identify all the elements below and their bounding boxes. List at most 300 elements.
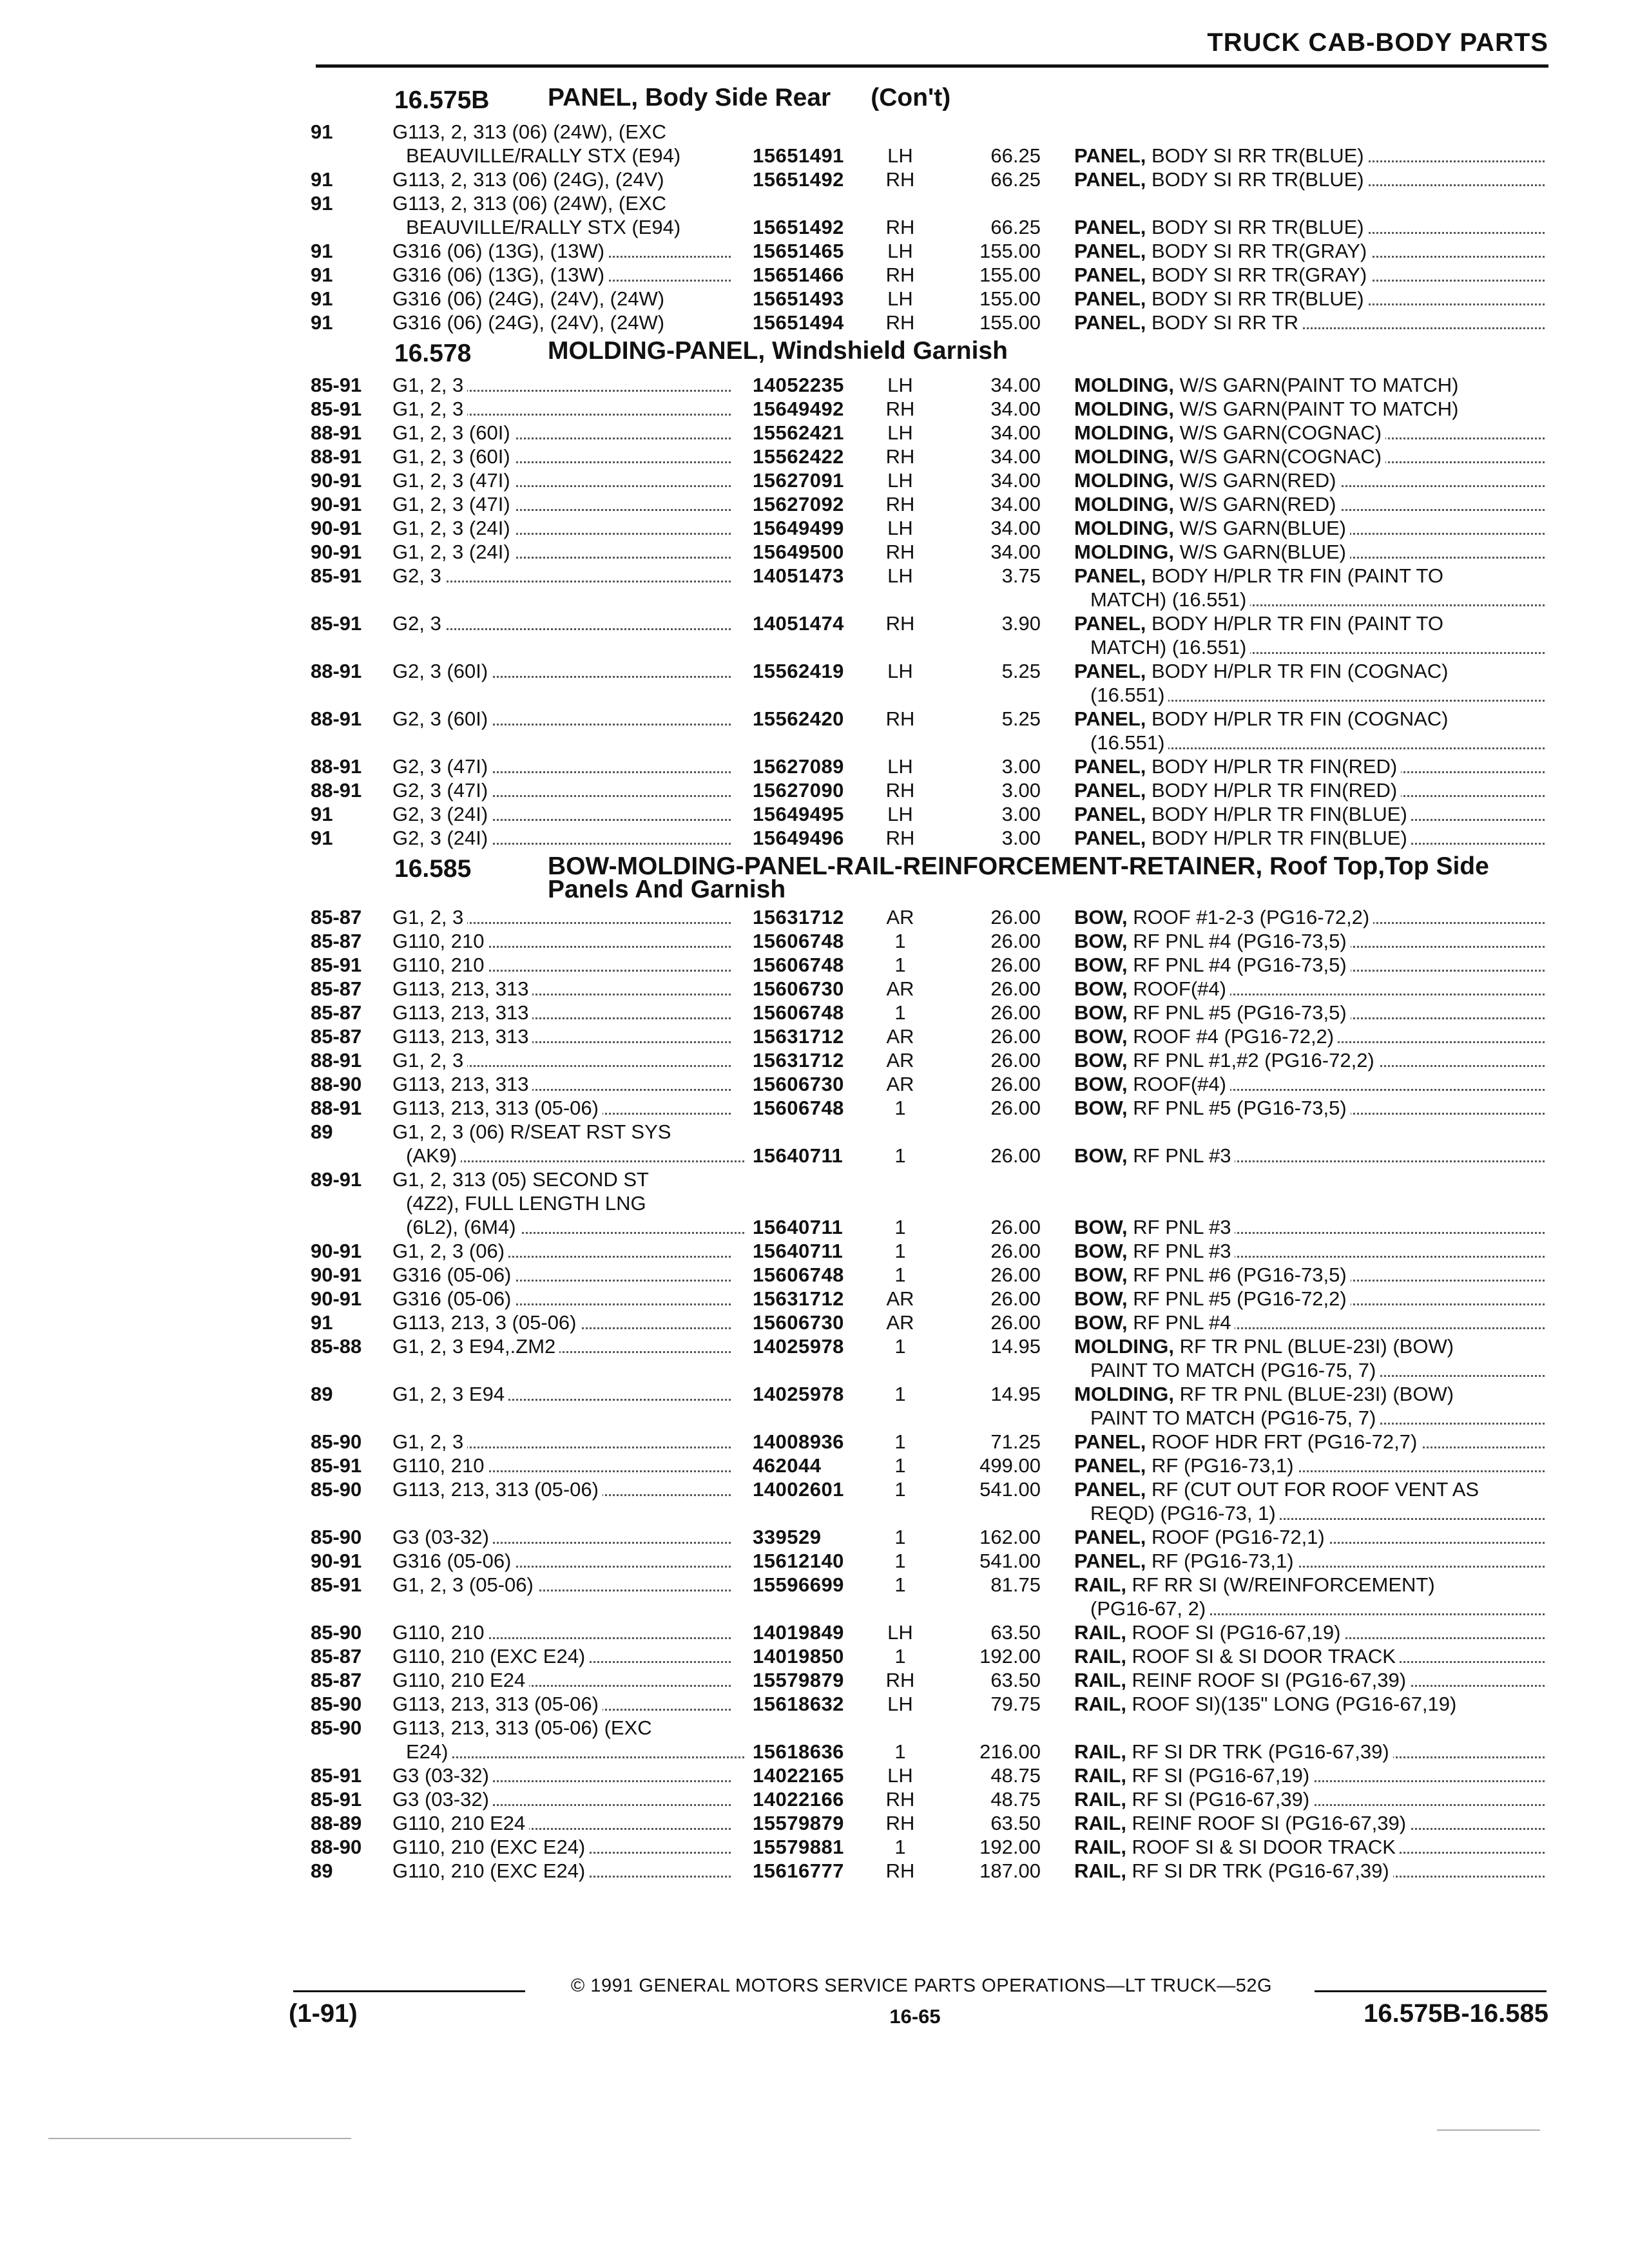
part-name: PANEL,	[1074, 1454, 1146, 1477]
price: 26.00	[990, 977, 1041, 1000]
part-description: ROOF #4 (PG16-72,2)	[1127, 1025, 1335, 1048]
application-text: (AK9)	[406, 1144, 461, 1167]
application	[392, 373, 737, 397]
model-years: 85-87	[311, 977, 362, 1000]
application-text: G113, 2, 313 (06) (24W), (EXC	[392, 120, 670, 143]
part-row	[0, 905, 1629, 929]
description	[1074, 707, 1545, 731]
description-text: PAINT TO MATCH (PG16-75, 7)	[1090, 1359, 1380, 1381]
quantity: 1	[894, 1645, 906, 1667]
part-description: BODY H/PLR TR FIN(BLUE)	[1146, 803, 1407, 825]
description-text	[1074, 469, 1340, 492]
part-description: W/S GARN(COGNAC)	[1174, 421, 1382, 444]
part-name: BOW,	[1074, 1264, 1128, 1286]
part-name: BOW,	[1074, 1001, 1128, 1024]
quantity: RH	[885, 311, 915, 334]
model-years: 85-91	[311, 1573, 362, 1596]
part-name: MOLDING,	[1074, 398, 1174, 420]
part-number: 15651491	[753, 144, 844, 167]
part-description: RF PNL #5 (PG16-72,2)	[1127, 1287, 1347, 1310]
quantity: 1	[894, 1836, 906, 1858]
price: 34.00	[990, 374, 1041, 396]
application	[392, 659, 737, 683]
part-number: 15649500	[753, 541, 844, 563]
part-name: RAIL,	[1074, 1573, 1126, 1596]
part-name: PANEL,	[1074, 803, 1146, 825]
quantity: RH	[885, 264, 915, 286]
part-number: 15612140	[753, 1550, 844, 1572]
part-row	[0, 1835, 1629, 1859]
description-text	[1074, 1001, 1351, 1024]
application	[392, 1001, 737, 1024]
application	[392, 1024, 737, 1048]
price: 26.00	[990, 930, 1041, 952]
part-name: MOLDING,	[1074, 493, 1174, 515]
model-years: 85-87	[311, 1645, 362, 1667]
description-text	[1074, 445, 1385, 468]
description-text	[1074, 1478, 1483, 1501]
price: 66.25	[990, 216, 1041, 238]
description	[1074, 1525, 1545, 1549]
model-years: 85-91	[311, 398, 362, 420]
price: 26.00	[990, 1097, 1041, 1119]
part-name: PANEL,	[1074, 287, 1146, 310]
part-row	[0, 1454, 1629, 1477]
part-row	[0, 683, 1629, 707]
description-text	[1074, 264, 1371, 286]
part-number: 15640711	[753, 1240, 843, 1262]
part-number: 15627089	[753, 755, 844, 778]
application-text: G1, 2, 3 E94	[392, 1383, 508, 1405]
description	[1074, 1549, 1545, 1573]
part-name: RAIL,	[1074, 1836, 1126, 1858]
description	[1074, 1573, 1545, 1597]
description	[1074, 1024, 1545, 1048]
page-header-rule	[316, 64, 1548, 68]
application-text: G110, 210	[392, 954, 488, 976]
part-name: RAIL,	[1074, 1740, 1126, 1763]
section-header	[0, 81, 1629, 120]
part-name: PANEL,	[1074, 144, 1146, 167]
application-text: G316 (05-06)	[392, 1264, 515, 1286]
description	[1074, 1859, 1545, 1883]
description-text	[1074, 1573, 1439, 1596]
description	[1074, 1835, 1545, 1859]
part-row	[0, 929, 1629, 953]
application-text: G3 (03-32)	[392, 1526, 493, 1548]
price: 541.00	[979, 1478, 1041, 1501]
footer-rule-left	[293, 1990, 525, 1992]
application	[406, 1191, 751, 1215]
price: 63.50	[990, 1812, 1041, 1834]
model-years: 85-90	[311, 1526, 362, 1548]
part-row	[0, 1859, 1629, 1883]
part-row	[0, 492, 1629, 516]
part-description: RF PNL #1,#2 (PG16-72,2)	[1127, 1049, 1374, 1072]
application	[392, 953, 737, 977]
part-name: PANEL,	[1074, 1526, 1146, 1548]
description	[1090, 1597, 1545, 1620]
part-number: 15651492	[753, 216, 844, 238]
price: 3.00	[1001, 827, 1041, 849]
part-name: BOW,	[1074, 954, 1128, 976]
application-text: G1, 2, 3	[392, 374, 467, 396]
application	[392, 707, 737, 731]
model-years: 85-90	[311, 1621, 362, 1644]
part-number: 14051474	[753, 612, 844, 635]
part-name: PANEL,	[1074, 660, 1146, 682]
application	[392, 1644, 737, 1668]
price: 541.00	[979, 1550, 1041, 1572]
description-text	[1074, 1073, 1230, 1095]
part-description: RF (CUT OUT FOR ROOF VENT AS	[1146, 1478, 1480, 1501]
application	[392, 1311, 737, 1334]
part-name: MOLDING,	[1074, 374, 1174, 396]
description-text	[1074, 954, 1351, 976]
description-text	[1074, 311, 1302, 334]
model-years: 85-91	[311, 1764, 362, 1787]
application	[392, 826, 737, 850]
description-text	[1074, 374, 1462, 396]
part-row	[0, 1477, 1629, 1501]
price: 26.00	[990, 1216, 1041, 1238]
part-description: ROOF(#4)	[1127, 1073, 1226, 1095]
application-text: G316 (06) (24G), (24V), (24W)	[392, 311, 668, 334]
application	[392, 191, 737, 215]
part-description: BODY SI RR TR(BLUE)	[1146, 144, 1364, 167]
description	[1074, 1334, 1545, 1358]
application	[392, 1239, 737, 1263]
model-years: 85-91	[311, 1454, 362, 1477]
description	[1074, 1144, 1545, 1168]
price: 34.00	[990, 541, 1041, 563]
part-number: 15651466	[753, 264, 844, 286]
part-row	[0, 977, 1629, 1001]
model-years: 89	[311, 1383, 333, 1405]
application	[392, 1716, 737, 1740]
part-number: 15631712	[753, 1049, 844, 1072]
application-text: G1, 2, 3 (05-06)	[392, 1573, 537, 1596]
application	[392, 1573, 737, 1597]
price: 192.00	[979, 1836, 1041, 1858]
application-text: G1, 2, 3 E94,.ZM2	[392, 1335, 559, 1358]
application-text: G1, 2, 3 (60I)	[392, 421, 514, 444]
application-text: G110, 210	[392, 1454, 488, 1477]
model-years: 89-91	[311, 1168, 362, 1191]
description-text	[1074, 1335, 1458, 1358]
part-number: 15631712	[753, 906, 844, 928]
part-name: RAIL,	[1074, 1669, 1126, 1691]
part-number: 462044	[753, 1454, 822, 1477]
application	[392, 1287, 737, 1311]
quantity: 1	[894, 1335, 906, 1358]
application	[392, 516, 737, 540]
part-row	[0, 421, 1629, 445]
price: 155.00	[979, 287, 1041, 310]
description-text	[1074, 1287, 1351, 1310]
application	[392, 1168, 737, 1191]
description	[1074, 778, 1545, 802]
quantity: 1	[894, 1240, 906, 1262]
application	[392, 905, 737, 929]
application	[392, 287, 737, 311]
part-name: BOW,	[1074, 1097, 1128, 1119]
price: 192.00	[979, 1645, 1041, 1667]
part-row	[0, 445, 1629, 468]
part-name: PANEL,	[1074, 707, 1146, 730]
part-name: BOW,	[1074, 1216, 1128, 1238]
model-years: 91	[311, 192, 333, 215]
part-row	[0, 1215, 1629, 1239]
application	[392, 1096, 737, 1120]
part-name: MOLDING,	[1074, 517, 1174, 539]
price: 155.00	[979, 264, 1041, 286]
quantity: RH	[885, 1860, 915, 1882]
description-text	[1074, 240, 1371, 262]
application	[392, 263, 737, 287]
part-name: BOW,	[1074, 1025, 1128, 1048]
quantity: RH	[885, 612, 915, 635]
part-number: 14008936	[753, 1430, 844, 1453]
application-text: G2, 3 (47I)	[392, 755, 492, 778]
application-text: G1, 2, 3 (06) R/SEAT RST SYS	[392, 1120, 675, 1143]
part-row	[0, 802, 1629, 826]
application	[392, 311, 737, 334]
part-description: BODY H/PLR TR FIN (PAINT TO	[1146, 612, 1444, 635]
part-row	[0, 1358, 1629, 1382]
part-number: 15640711	[753, 1144, 843, 1167]
description	[1074, 239, 1545, 263]
price: 14.95	[990, 1335, 1041, 1358]
description	[1074, 263, 1545, 287]
application	[406, 1740, 751, 1763]
application	[392, 611, 737, 635]
part-name: PANEL,	[1074, 564, 1146, 587]
part-number: 15616777	[753, 1860, 844, 1882]
model-years: 91	[311, 1311, 333, 1334]
part-name: MOLDING,	[1074, 421, 1174, 444]
part-name: PANEL,	[1074, 1430, 1146, 1453]
price: 26.00	[990, 1025, 1041, 1048]
scan-mark	[1437, 2129, 1540, 2131]
description-text: (16.551)	[1090, 684, 1168, 706]
part-row	[0, 191, 1629, 215]
description-text: MATCH) (16.551)	[1090, 588, 1250, 611]
description-text	[1074, 779, 1401, 802]
description-text	[1074, 517, 1350, 539]
model-years: 88-91	[311, 779, 362, 802]
description-text	[1074, 541, 1350, 563]
part-description: BODY H/PLR TR FIN (COGNAC)	[1146, 707, 1449, 730]
description	[1074, 564, 1545, 588]
application-text: G1, 2, 3 (24I)	[392, 517, 514, 539]
application-text: G110, 210 (EXC E24)	[392, 1645, 589, 1667]
part-row	[0, 144, 1629, 168]
price: 71.25	[990, 1430, 1041, 1453]
part-row	[0, 1406, 1629, 1430]
quantity: RH	[885, 779, 915, 802]
description-text	[1074, 827, 1411, 849]
quantity: LH	[887, 1764, 913, 1787]
application-text: G1, 2, 3 (24I)	[392, 541, 514, 563]
description	[1090, 635, 1545, 659]
description	[1074, 468, 1545, 492]
application-text: G113, 213, 313 (05-06)	[392, 1478, 602, 1501]
description	[1074, 826, 1545, 850]
price: 34.00	[990, 445, 1041, 468]
description	[1074, 659, 1545, 683]
part-row	[0, 953, 1629, 977]
application	[392, 778, 737, 802]
part-row	[0, 1001, 1629, 1024]
quantity: AR	[886, 1287, 914, 1310]
price: 3.90	[1001, 612, 1041, 635]
quantity: LH	[887, 517, 913, 539]
part-number: 15618636	[753, 1740, 844, 1763]
model-years: 90-91	[311, 1287, 362, 1310]
application-text: (4Z2), FULL LENGTH LNG	[406, 1192, 650, 1215]
part-row	[0, 564, 1629, 588]
application	[392, 754, 737, 778]
footer-date-code: (1-91)	[289, 1999, 358, 2028]
description	[1074, 492, 1545, 516]
description-text	[1074, 1693, 1460, 1715]
application-text: G113, 213, 313	[392, 977, 532, 1000]
model-years: 88-91	[311, 421, 362, 444]
description-text	[1074, 930, 1351, 952]
application-text: G2, 3 (24I)	[392, 803, 492, 825]
description	[1074, 168, 1545, 191]
part-description: RF SI DR TRK (PG16-67,39)	[1126, 1740, 1389, 1763]
part-name: RAIL,	[1074, 1812, 1126, 1834]
application-text: G1, 2, 3	[392, 398, 467, 420]
quantity: 1	[894, 1740, 906, 1763]
part-description: RF PNL #5 (PG16-73,5)	[1127, 1097, 1347, 1119]
description	[1074, 311, 1545, 334]
part-number: 14022165	[753, 1764, 844, 1787]
price: 66.25	[990, 144, 1041, 167]
part-name: RAIL,	[1074, 1860, 1126, 1882]
model-years: 90-91	[311, 541, 362, 563]
description	[1074, 1239, 1545, 1263]
application-text: G2, 3 (60I)	[392, 707, 492, 730]
description	[1074, 1740, 1545, 1763]
price: 14.95	[990, 1383, 1041, 1405]
description-text	[1074, 1311, 1235, 1334]
application	[392, 1835, 737, 1859]
price: 79.75	[990, 1693, 1041, 1715]
application	[392, 1120, 737, 1144]
part-name: PANEL,	[1074, 1550, 1146, 1572]
section-header	[0, 850, 1629, 905]
price: 63.50	[990, 1621, 1041, 1644]
part-row	[0, 516, 1629, 540]
price: 63.50	[990, 1669, 1041, 1691]
part-description: RF TR PNL (BLUE-23I) (BOW)	[1174, 1335, 1454, 1358]
part-name: RAIL,	[1074, 1645, 1126, 1667]
part-number: 15649495	[753, 803, 844, 825]
part-row	[0, 1430, 1629, 1454]
part-number: 14025978	[753, 1383, 844, 1405]
part-description: BODY H/PLR TR FIN(RED)	[1146, 755, 1398, 778]
part-name: RAIL,	[1074, 1764, 1126, 1787]
application-text: G1, 2, 3	[392, 1430, 467, 1453]
part-row	[0, 1311, 1629, 1334]
quantity: LH	[887, 421, 913, 444]
part-number: 15651492	[753, 168, 844, 191]
description	[1074, 540, 1545, 564]
part-name: BOW,	[1074, 1073, 1128, 1095]
model-years: 90-91	[311, 517, 362, 539]
model-years: 91	[311, 287, 333, 310]
description-text	[1074, 803, 1411, 825]
part-name: PANEL,	[1074, 168, 1146, 191]
description-text	[1074, 144, 1368, 167]
price: 26.00	[990, 1264, 1041, 1286]
part-description: ROOF HDR FRT (PG16-72,7)	[1146, 1430, 1418, 1453]
description	[1074, 1382, 1545, 1406]
application	[392, 445, 737, 468]
description-text	[1074, 493, 1340, 515]
model-years: 88-91	[311, 707, 362, 730]
quantity: AR	[886, 1311, 914, 1334]
quantity: 1	[894, 1001, 906, 1024]
price: 26.00	[990, 1240, 1041, 1262]
parts-catalog	[0, 81, 1629, 1883]
part-row	[0, 754, 1629, 778]
section-title-text: MOLDING-PANEL, Windshield Garnish	[548, 337, 1008, 365]
quantity: RH	[885, 1788, 915, 1811]
price: 499.00	[979, 1454, 1041, 1477]
quantity: RH	[885, 445, 915, 468]
application-text: G113, 2, 313 (06) (24G), (24V)	[392, 168, 668, 191]
application	[392, 1334, 737, 1358]
price: 26.00	[990, 1311, 1041, 1334]
price: 48.75	[990, 1788, 1041, 1811]
price: 26.00	[990, 1073, 1041, 1095]
part-row	[0, 239, 1629, 263]
part-description: ROOF (PG16-72,1)	[1146, 1526, 1325, 1548]
description	[1074, 287, 1545, 311]
application	[392, 468, 737, 492]
part-name: PANEL,	[1074, 755, 1146, 778]
description	[1074, 1311, 1545, 1334]
description-text	[1074, 906, 1373, 928]
application	[392, 1072, 737, 1096]
description	[1074, 1692, 1545, 1716]
part-description: BODY SI RR TR(GRAY)	[1146, 264, 1367, 286]
part-number: 15651493	[753, 287, 844, 310]
part-description: ROOF SI (PG16-67,19)	[1126, 1621, 1341, 1644]
part-description: ROOF SI & SI DOOR TRACK	[1126, 1836, 1396, 1858]
part-number: 15631712	[753, 1287, 844, 1310]
quantity: RH	[885, 398, 915, 420]
quantity: LH	[887, 469, 913, 492]
part-description: W/S GARN(PAINT TO MATCH)	[1174, 398, 1459, 420]
price: 26.00	[990, 1287, 1041, 1310]
quantity: AR	[886, 1049, 914, 1072]
section-title	[548, 337, 1532, 365]
application-text: G316 (05-06)	[392, 1287, 515, 1310]
application	[392, 977, 737, 1001]
part-row	[0, 1692, 1629, 1716]
application	[392, 1263, 737, 1287]
quantity: RH	[885, 1669, 915, 1691]
part-row	[0, 1096, 1629, 1120]
part-row	[0, 1239, 1629, 1263]
description-text	[1074, 660, 1452, 682]
application	[392, 1549, 737, 1573]
